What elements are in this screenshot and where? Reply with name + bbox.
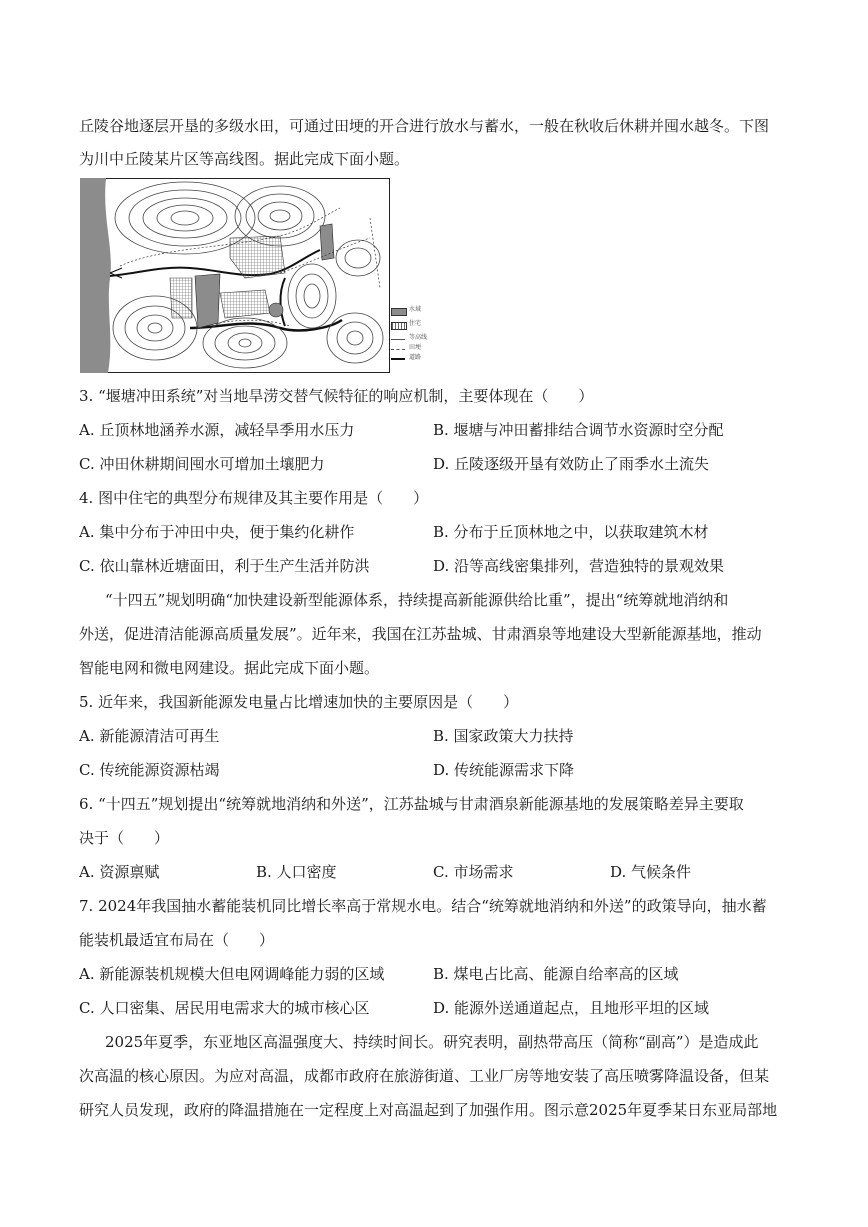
passage-2-line-3: 智能电网和微电网建设。据此完成下面小题。 xyxy=(79,659,380,677)
water-swatch-icon xyxy=(391,308,407,316)
passage-3-line-2: 次高温的核心原因。为应对高温，成都市政府在旅游街道、工业厂房等地安装了高压喷雾降温设备，但某 xyxy=(79,1067,770,1085)
map-legend xyxy=(391,306,451,376)
question-7-option-d[interactable]: D. 能源外送通道起点，且地形平坦的区域 xyxy=(433,999,710,1017)
question-6-option-b[interactable]: B. 人口密度 xyxy=(256,863,337,881)
residential-area xyxy=(170,278,192,318)
question-3-option-c[interactable]: C. 冲田休耕期间囤水可增加土壤肥力 xyxy=(79,455,325,473)
legend-row-residence xyxy=(391,320,451,330)
contour-swatch-icon xyxy=(391,339,405,340)
passage-2-line-2: 外送，促进清洁能源高质量发展”。近年来，我国在江苏盐城、甘肃酒泉等地建设大型新能源基地，推动 xyxy=(79,625,762,643)
question-3-option-b[interactable]: B. 堰塘与冲田蓄排结合调节水资源时空分配 xyxy=(433,421,724,439)
road-swatch-icon xyxy=(391,358,405,360)
question-6-stem-line-2: 决于（ ） xyxy=(79,829,170,847)
legend-label: 住宅 xyxy=(409,320,422,327)
intro-line-2: 为川中丘陵某片区等高线图。据此完成下面小题。 xyxy=(79,150,410,168)
question-5-option-a[interactable]: A. 新能源清洁可再生 xyxy=(79,727,220,745)
water-body xyxy=(320,224,334,260)
legend-row-road xyxy=(391,354,451,364)
legend-label: 水域 xyxy=(409,306,422,313)
passage-3-line-1: 2025年夏季，东亚地区高温强度大、持续时间长。研究表明，副热带高压（简称“副高”）是造成此 xyxy=(105,1033,759,1051)
question-3-option-a[interactable]: A. 丘顶林地涵养水源，减轻旱季用水压力 xyxy=(79,421,355,439)
residence-swatch-icon xyxy=(391,322,407,330)
question-5-stem: 5. 近年来，我国新能源发电量占比增速加快的主要原因是（ ） xyxy=(79,693,519,711)
question-7-option-c[interactable]: C. 人口密集、居民用电需求大的城市核心区 xyxy=(79,999,370,1017)
question-7-stem-line-2: 能装机最适宜布局在（ ） xyxy=(79,931,275,949)
question-3-option-d[interactable]: D. 丘陵逐级开垦有效防止了雨季水土流失 xyxy=(433,455,710,473)
residential-area xyxy=(220,290,270,318)
question-7-option-b[interactable]: B. 煤电占比高、能源自给率高的区域 xyxy=(433,965,679,983)
question-6-stem-line-1: 6. “十四五”规划提出“统筹就地消纳和外送”，江苏盐城与甘肃酒泉新能源基地的发展策略差异主要取 xyxy=(79,795,744,813)
question-6-option-d[interactable]: D. 气候条件 xyxy=(610,863,692,881)
question-6-option-a[interactable]: A. 资源禀赋 xyxy=(79,863,160,881)
question-7-stem-line-1: 7. 2024年我国抽水蓄能装机同比增长率高于常规水电。结合“统筹就地消纳和外送”的政策导向，抽水蓄 xyxy=(79,897,767,915)
legend-label: 等高线 xyxy=(409,334,428,341)
question-3-stem: 3. “堰塘冲田系统”对当地旱涝交替气候特征的响应机制，主要体现在（ ） xyxy=(79,387,594,405)
question-4-option-d[interactable]: D. 沿等高线密集排列，营造独特的景观效果 xyxy=(433,557,725,575)
legend-row-water xyxy=(391,306,451,316)
question-5-option-c[interactable]: C. 传统能源资源枯竭 xyxy=(79,761,220,779)
question-5-option-b[interactable]: B. 国家政策大力扶持 xyxy=(433,727,574,745)
question-6-option-c[interactable]: C. 市场需求 xyxy=(433,863,514,881)
question-4-option-b[interactable]: B. 分布于丘顶林地之中，以获取建筑木材 xyxy=(433,523,709,541)
question-5-option-d[interactable]: D. 传统能源需求下降 xyxy=(433,761,575,779)
question-4-option-a[interactable]: A. 集中分布于冲田中央，便于集约化耕作 xyxy=(79,523,355,541)
legend-label: 道路 xyxy=(409,354,422,361)
question-7-option-a[interactable]: A. 新能源装机规模大但电网调峰能力弱的区域 xyxy=(79,965,385,983)
passage-3-line-3: 研究人员发现，政府的降温措施在一定程度上对高温起到了加强作用。图示意2025年夏季某日东亚局部地 xyxy=(79,1101,778,1119)
ridge-swatch-icon xyxy=(391,349,405,350)
water-body xyxy=(269,303,283,317)
passage-2-line-1: “十四五”规划明确“加快建设新型能源体系，持续提高新能源供给比重”，提出“统筹就地消纳和 xyxy=(105,591,729,609)
question-4-option-c[interactable]: C. 依山靠林近塘面田，利于生产生活并防洪 xyxy=(79,557,370,575)
intro-line-1: 丘陵谷地逐层开垦的多级水田，可通过田埂的开合进行放水与蓄水，一般在秋收后休耕并囤水越冬。下图 xyxy=(79,117,770,135)
water-body xyxy=(195,274,220,328)
contour-map-figure xyxy=(80,178,390,373)
question-4-stem: 4. 图中住宅的典型分布规律及其主要作用是（ ） xyxy=(79,489,429,507)
legend-label: 田埂 xyxy=(409,344,422,351)
